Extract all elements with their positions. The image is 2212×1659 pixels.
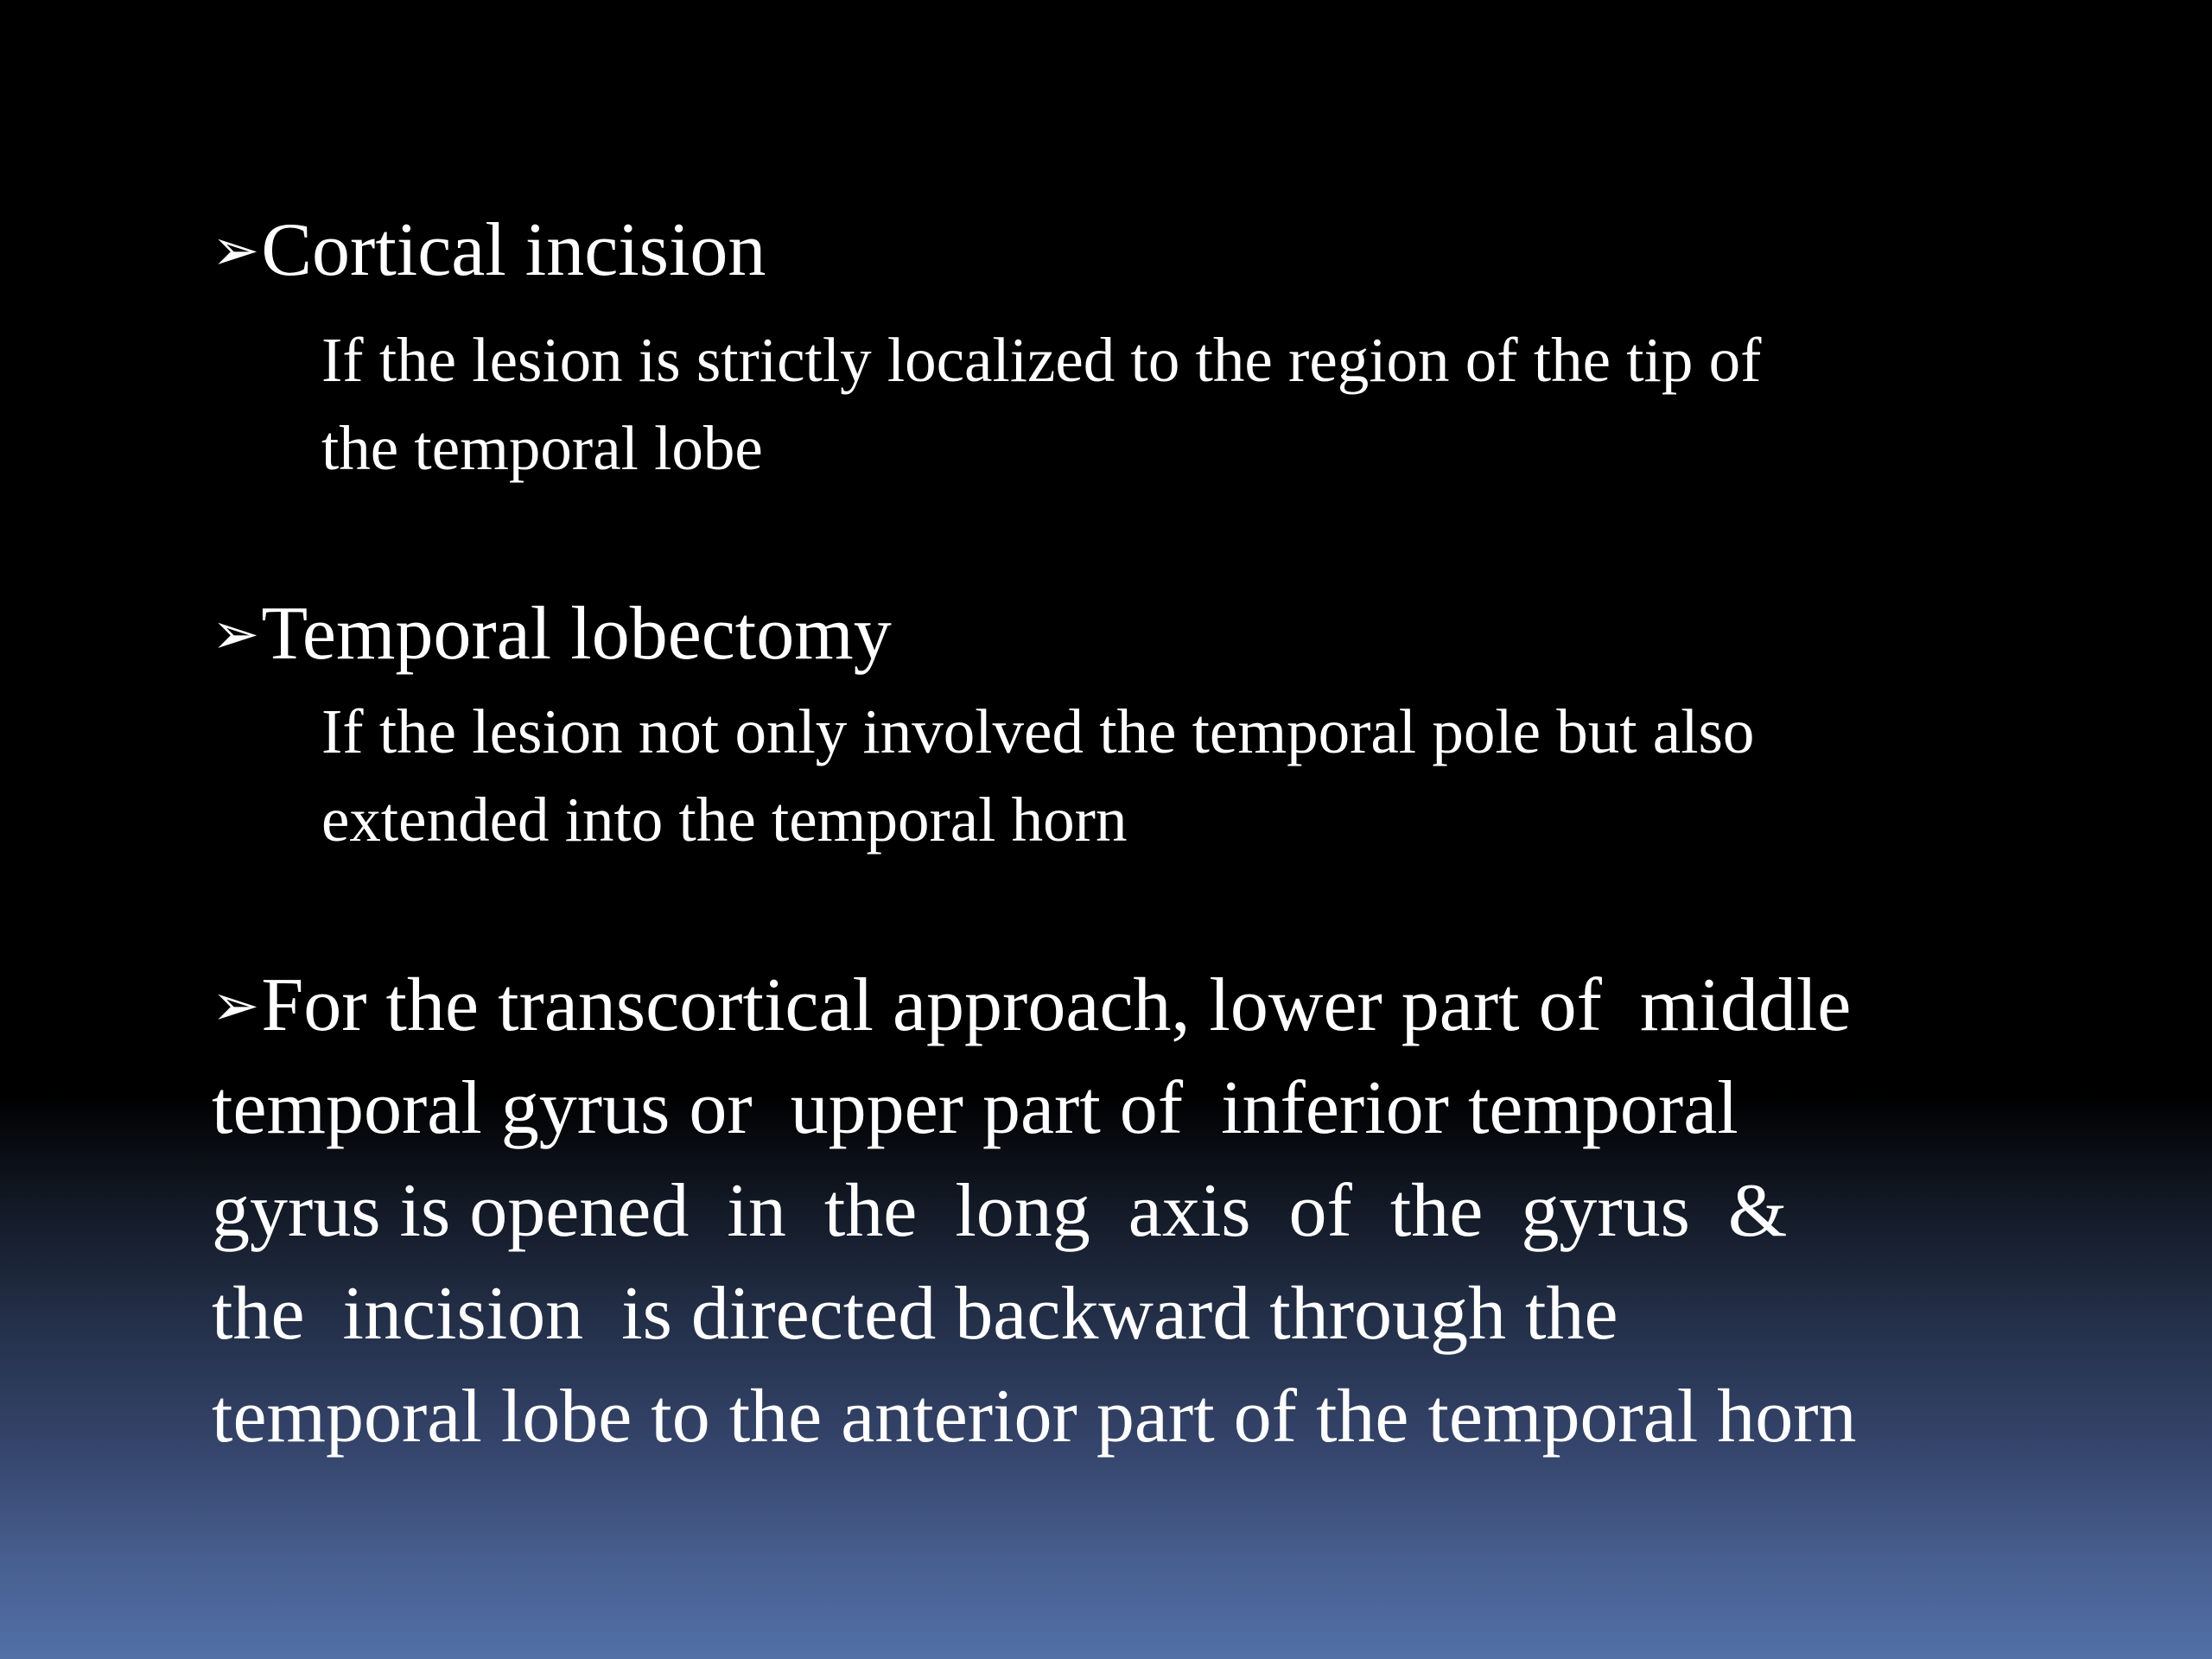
paragraph-first-line-text: For the transcortical approach, lower part of middle	[261, 963, 1852, 1047]
bullet-body-line: the temporal lobe	[321, 413, 763, 483]
paragraph-line: the incision is directed backward through the	[212, 1272, 1618, 1356]
paragraph-line: temporal gyrus or upper part of inferior temporal	[212, 1066, 1738, 1150]
bullet-heading-cortical-incision	[212, 207, 766, 294]
arrow-bullet-icon: ➢	[212, 972, 260, 1039]
paragraph-line: temporal lobe to the anterior part of the temporal horn	[212, 1375, 1857, 1459]
bullet-paragraph-transcortical	[212, 954, 1857, 1468]
heading-text: Temporal lobectomy	[261, 592, 892, 676]
bullet-body-line: extended into the temporal horn	[321, 785, 1128, 855]
arrow-bullet-icon: ➢	[212, 601, 260, 667]
paragraph-line: gyrus is opened in the long axis of the gyrus &	[212, 1169, 1788, 1253]
heading-text: Cortical incision	[261, 208, 766, 292]
bullet-body-line: If the lesion is strictly localized to the region of the tip of	[321, 325, 1762, 395]
paragraph-line	[212, 954, 1857, 1057]
arrow-bullet-icon: ➢	[212, 217, 260, 283]
bullet-body-line: If the lesion not only involved the temporal pole but also	[321, 696, 1755, 766]
bullet-heading-temporal-lobectomy	[212, 591, 892, 677]
